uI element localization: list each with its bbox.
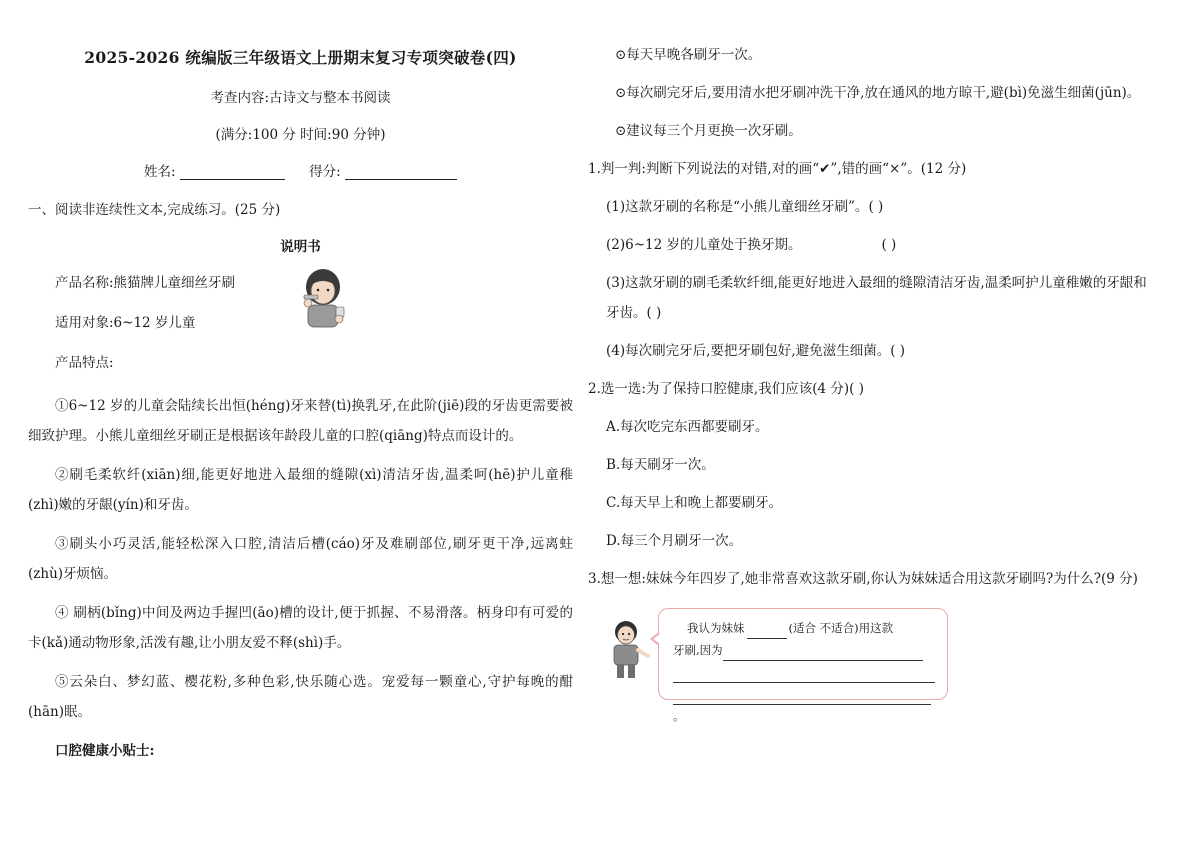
tip-item: ⊙每天早晚各刷牙一次。 bbox=[615, 47, 762, 63]
judge-item bbox=[588, 268, 1148, 328]
feature-paragraph: ②刷毛柔软纤(xiān)细,能更好地进入最细的缝隙(xì)清洁牙齿,温柔呵(hē)护儿童稚(zhì)嫩的牙龈(yín)和牙齿。 bbox=[28, 467, 573, 513]
product-name: 产品名称:熊猫牌儿童细丝牙刷 bbox=[55, 275, 236, 291]
feature-paragraph: ①6~12 岁的儿童会陆续长出恒(héng)牙来替(tì)换乳牙,在此阶(jiē)段的牙齿更需要被细致护理。小熊儿童细丝牙刷正是根据该年龄段儿童的口腔(qiāng)特点而设计的。 bbox=[28, 398, 573, 444]
speech-bubble bbox=[658, 608, 948, 723]
bubble-text-a: 我认为妹妹 bbox=[687, 621, 745, 635]
bubble-line-4 bbox=[673, 683, 937, 727]
feature-paragraph: ④ 刷柄(bǐng)中间及两边手握凹(āo)槽的设计,便于抓握、不易滑落。柄身印有可爱的卡(kǎ)通动物形象,活泼有趣,让小朋友爱不释(shì)手。 bbox=[28, 605, 573, 651]
product-info bbox=[28, 271, 573, 371]
tips-label: 口腔健康小贴士: bbox=[55, 743, 155, 759]
question-2-prompt: 2.选一选:为了保持口腔健康,我们应该(4 分)( ) bbox=[588, 381, 864, 397]
name-score-line bbox=[28, 160, 573, 180]
option-d[interactable]: D.每三个月刷牙一次。 bbox=[606, 533, 743, 549]
judge-item bbox=[588, 336, 1148, 366]
answer-area bbox=[588, 608, 1148, 723]
section-heading: 一、阅读非连续性文本,完成练习。(25 分) bbox=[28, 202, 281, 218]
feature-paragraph: ⑤云朵白、梦幻蓝、樱花粉,多种色彩,快乐随心选。宠爱每一颗童心,守护每晚的酣(hān)眠。 bbox=[28, 674, 573, 720]
option-c[interactable]: C.每天早上和晚上都要刷牙。 bbox=[606, 495, 783, 511]
feature-paragraph: ③刷头小巧灵活,能轻松深入口腔,清洁后槽(cáo)牙及难刷部位,刷牙更干净,远离蛀(zhù)牙烦恼。 bbox=[28, 536, 573, 582]
target-users: 适用对象:6~12 岁儿童 bbox=[55, 315, 196, 331]
name-blank[interactable] bbox=[180, 165, 285, 180]
score-label: 得分: bbox=[309, 164, 341, 180]
left-column bbox=[28, 40, 573, 779]
question-3-prompt: 3.想一想:妹妹今年四岁了,她非常喜欢这款牙刷,你认为妹妹适合用这款牙刷吗?为什么?(9 分) bbox=[588, 571, 1138, 587]
judge-item bbox=[588, 192, 1148, 222]
bubble-line-1 bbox=[673, 617, 937, 639]
tip-item: ⊙建议每三个月更换一次牙刷。 bbox=[615, 123, 802, 139]
judge-text: (4)每次刷完牙后,要把牙刷包好,避免滋生细菌。 bbox=[606, 343, 891, 359]
judge-answer-paren[interactable]: ( ) bbox=[868, 199, 884, 215]
speech-bubble-tail-inner bbox=[653, 634, 660, 644]
page-title: 2025-2026 统编版三年级语文上册期末复习专项突破卷(四) bbox=[84, 48, 517, 67]
option-b[interactable]: B.每天刷牙一次。 bbox=[606, 457, 715, 473]
reason-blank-2[interactable] bbox=[673, 670, 935, 683]
judge-answer-paren[interactable]: ( ) bbox=[881, 237, 897, 253]
reason-blank-1[interactable] bbox=[723, 648, 923, 661]
right-column bbox=[588, 40, 1148, 723]
judge-item bbox=[588, 230, 1148, 260]
girl-brushing-teeth-icon bbox=[298, 267, 348, 329]
judge-answer-paren[interactable]: ( ) bbox=[646, 305, 662, 321]
bubble-text-b: (适合 不适合)用这款 bbox=[788, 621, 894, 635]
name-label: 姓名: bbox=[143, 164, 176, 180]
tip-item: ⊙每次刷完牙后,要用清水把牙刷冲洗干净,放在通风的地方晾干,避(bì)免滋生细菌(jūn)。 bbox=[615, 85, 1141, 101]
reason-blank-3[interactable] bbox=[673, 692, 931, 705]
score-time: (满分:100 分 时间:90 分钟) bbox=[215, 127, 386, 143]
judge-answer-paren[interactable]: ( ) bbox=[890, 343, 906, 359]
score-blank[interactable] bbox=[345, 165, 457, 180]
features-label: 产品特点: bbox=[55, 355, 114, 371]
judge-text: (1)这款牙刷的名称是“小熊儿童细丝牙刷”。 bbox=[606, 199, 869, 215]
exam-content: 考查内容:古诗文与整本书阅读 bbox=[210, 90, 391, 106]
judge-text: (2)6~12 岁的儿童处于换牙期。 bbox=[606, 237, 802, 253]
bubble-line-3 bbox=[673, 661, 937, 683]
question-1-prompt: 1.判一判:判断下列说法的对错,对的画“✔”,错的画“×”。(12 分) bbox=[588, 161, 967, 177]
boy-speaking-icon bbox=[606, 618, 650, 680]
bubble-period: 。 bbox=[673, 709, 685, 723]
bubble-text-c: 牙刷,因为 bbox=[673, 643, 723, 657]
bubble-line-2 bbox=[673, 639, 937, 661]
option-a[interactable]: A.每次吃完东西都要刷牙。 bbox=[606, 419, 769, 435]
fit-blank[interactable] bbox=[747, 626, 787, 639]
manual-title: 说明书 bbox=[280, 239, 321, 255]
judge-text: (3)这款牙刷的刷毛柔软纤细,能更好地进入最细的缝隙清洁牙齿,温柔呵护儿童稚嫩的牙龈和牙齿。 bbox=[606, 275, 1147, 321]
